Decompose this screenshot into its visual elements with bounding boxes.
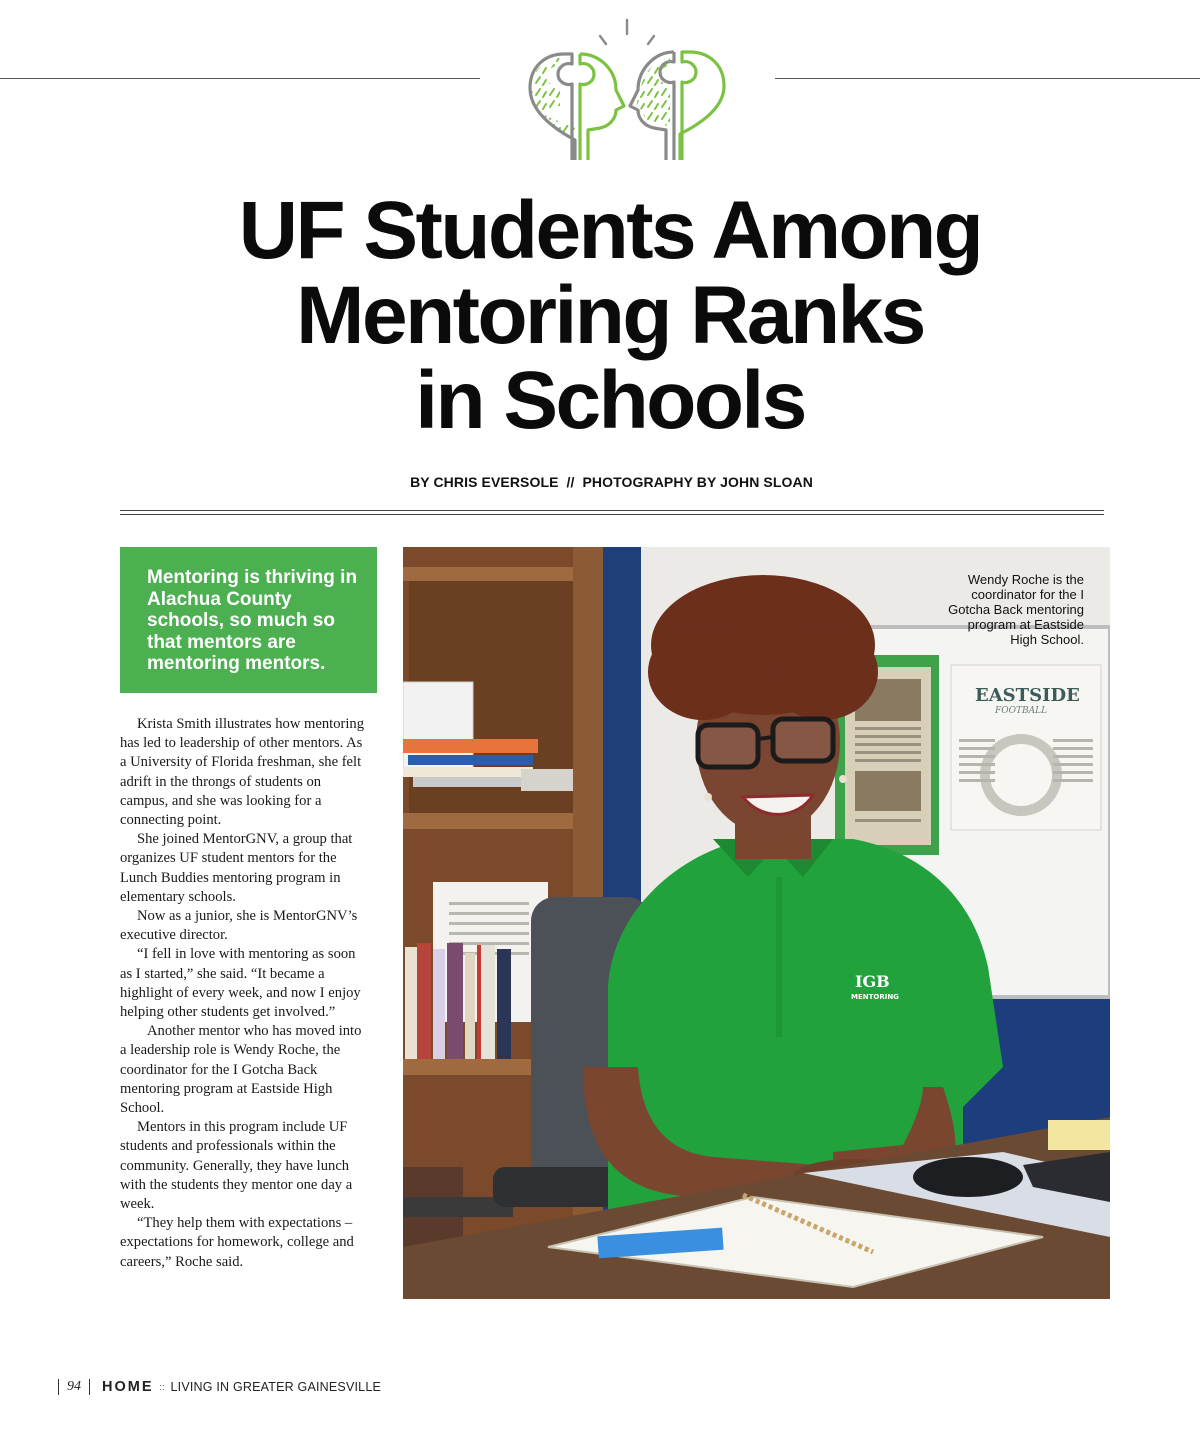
headline-line: Mentoring Ranks xyxy=(296,270,924,361)
page-footer xyxy=(58,1378,381,1396)
article-body xyxy=(120,715,368,1272)
poster-subtitle: FOOTBALL xyxy=(995,706,1048,716)
footer-divider xyxy=(89,1379,90,1395)
two-heads-puzzle-icon xyxy=(520,14,735,169)
divider-rule xyxy=(120,510,1104,511)
body-paragraph: Now as a junior, she is MentorGNV’s executive director. xyxy=(120,908,358,944)
article-headline xyxy=(100,185,1120,446)
photo-illustration xyxy=(403,547,1110,1299)
shirt-logo-line2: MENTORING xyxy=(851,993,899,1001)
photo-caption: Wendy Roche is the coordinator for the I Gotcha Back mentoring program at Eastside High School. xyxy=(948,572,1084,647)
byline: BY CHRIS EVERSOLE // PHOTOGRAPHY BY JOHN SLOAN xyxy=(410,474,813,490)
footer-divider xyxy=(58,1379,59,1395)
body-paragraph: “I fell in love with mentoring as soon as I started,” she said. “It became a highlight of every week, and now I enjoy helping other students get involved.” xyxy=(120,946,361,1021)
spark-lines xyxy=(600,20,654,44)
body-paragraph: “They help them with expectations – expectations for homework, college and careers,” Roche said. xyxy=(120,1215,354,1270)
top-rule-right xyxy=(775,78,1200,79)
body-paragraph: Krista Smith illustrates how mentoring has led to leadership of other mentors. As a University of Florida freshman, she felt adrift in the throngs of students on campus, and she was looking for a connecting point. xyxy=(120,716,364,829)
footer-separator: :: xyxy=(159,1382,165,1392)
poster-title: EASTSIDE xyxy=(975,685,1080,706)
body-paragraph: Mentors in this program include UF students and professionals within the community. Generally, they have lunch with the students they mentor one day a week. xyxy=(120,1119,353,1213)
divider-rule xyxy=(120,514,1104,515)
body-paragraph: She joined MentorGNV, a group that organizes UF student mentors for the Lunch Buddies mentoring program in elementary schools. xyxy=(120,831,353,905)
headline-line: in Schools xyxy=(415,355,805,446)
magazine-name: HOME xyxy=(102,1379,154,1395)
body-paragraph: Another mentor who has moved into a leadership role is Wendy Roche, the coordinator for the I Gotcha Back mentoring program at Eastside High School. xyxy=(120,1023,362,1117)
headline-line: UF Students Among xyxy=(238,185,982,276)
top-rule-left xyxy=(0,78,480,79)
portrait-photo xyxy=(403,547,1110,1299)
magazine-tagline: LIVING IN GREATER GAINESVILLE xyxy=(170,1380,382,1394)
pullquote-box xyxy=(120,547,377,693)
page-number: 94 xyxy=(67,1379,81,1394)
shirt-logo-line1: IGB xyxy=(855,972,890,991)
pullquote-text: Mentoring is thriving in Alachua County schools, so much so that mentors are mentoring mentors. xyxy=(147,567,358,674)
